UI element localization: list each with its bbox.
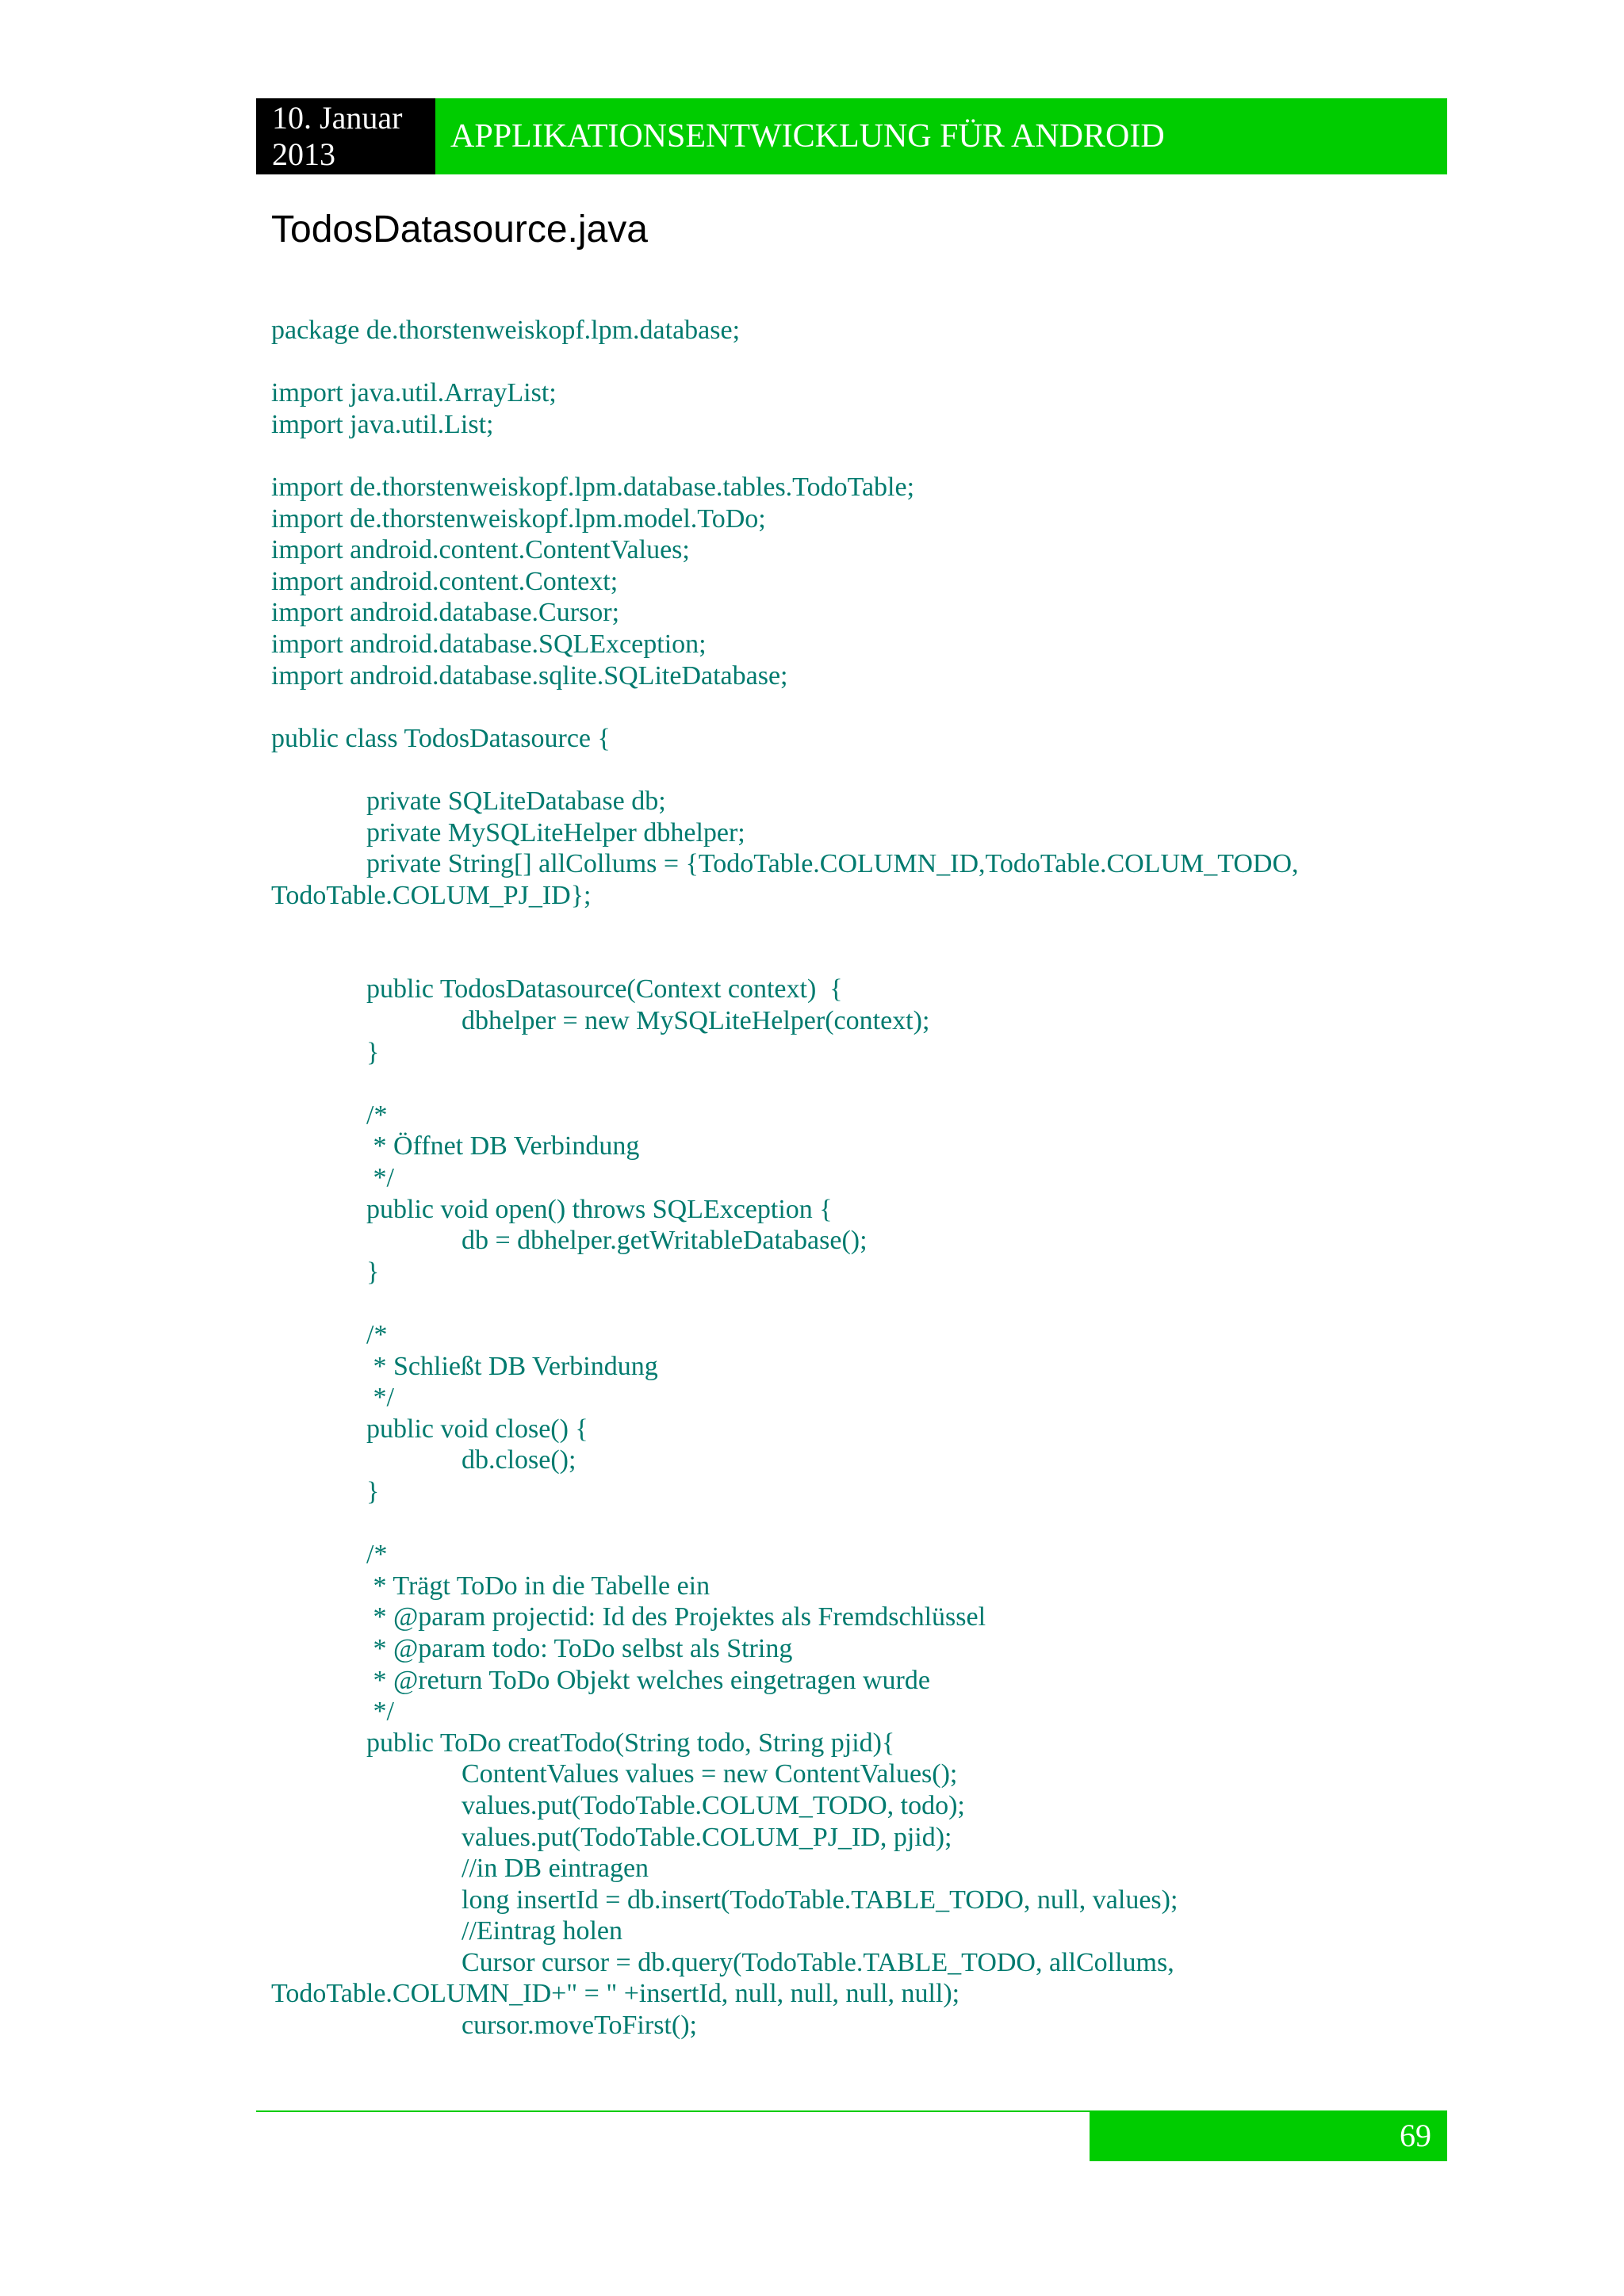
code-line: import android.database.SQLException; <box>271 629 707 659</box>
code-line: long insertId = db.insert(TodoTable.TABLE_TODO, null, values); <box>462 1885 1178 1915</box>
code-line: * @param projectid: Id des Projektes als Fremdschlüssel <box>366 1602 986 1632</box>
code-line: } <box>366 1257 380 1287</box>
footer-page-box <box>1090 2110 1447 2161</box>
code-line: * Öffnet DB Verbindung <box>366 1131 640 1161</box>
code-line: * Trägt ToDo in die Tabelle ein <box>366 1571 710 1601</box>
code-line: */ <box>366 1163 394 1193</box>
code-line: private String[] allCollums = {TodoTable.COLUMN_ID,TodoTable.COLUM_TODO, <box>366 849 1299 879</box>
code-line: /* <box>366 1100 388 1130</box>
document-title: TodosDatasource.java <box>271 209 648 251</box>
code-line <box>271 1288 1445 1319</box>
code-line: import de.thorstenweiskopf.lpm.database.tables.TodoTable; <box>271 472 915 502</box>
code-line: //Eintrag holen <box>462 1916 623 1946</box>
code-line: import android.database.sqlite.SQLiteDatabase; <box>271 660 788 691</box>
code-line: private SQLiteDatabase db; <box>366 786 666 816</box>
code-line: dbhelper = new MySQLiteHelper(context); <box>462 1006 930 1036</box>
code-line: import java.util.List; <box>271 409 494 439</box>
code-line: values.put(TodoTable.COLUM_TODO, todo); <box>462 1790 965 1820</box>
code-line: package de.thorstenweiskopf.lpm.database; <box>271 316 741 345</box>
code-listing <box>271 315 1445 2042</box>
header-date-line2: 2013 <box>272 136 335 172</box>
code-line: import android.content.Context; <box>271 566 619 596</box>
code-line: */ <box>366 1697 394 1727</box>
code-line <box>271 911 1445 943</box>
code-line: } <box>366 1476 380 1506</box>
code-line: //in DB eintragen <box>462 1854 649 1884</box>
code-line: } <box>366 1037 380 1067</box>
code-line: /* <box>366 1320 388 1349</box>
code-line: public TodosDatasource(Context context) { <box>366 974 843 1004</box>
code-line <box>271 1508 1445 1540</box>
code-line: ContentValues values = new ContentValues(); <box>462 1759 958 1789</box>
code-line: db = dbhelper.getWritableDatabase(); <box>462 1226 868 1256</box>
code-line <box>271 943 1445 974</box>
header-date-box <box>256 98 435 174</box>
code-line: /* <box>366 1540 388 1570</box>
code-line: values.put(TodoTable.COLUM_PJ_ID, pjid); <box>462 1822 952 1852</box>
code-line: * @param todo: ToDo selbst als String <box>366 1633 793 1663</box>
code-line: public void open() throws SQLException { <box>366 1194 833 1224</box>
code-line <box>271 440 1445 472</box>
page-number: 69 <box>1400 2118 1431 2153</box>
code-line: cursor.moveToFirst(); <box>462 2011 697 2041</box>
code-line: import android.content.ContentValues; <box>271 535 690 565</box>
header-title: APPLIKATIONSENTWICKLUNG FÜR ANDROID <box>450 118 1165 155</box>
code-line <box>271 754 1445 786</box>
code-line: public ToDo creatTodo(String todo, String pjid){ <box>366 1728 895 1758</box>
code-line: import de.thorstenweiskopf.lpm.model.ToDo; <box>271 503 766 534</box>
code-line: TodoTable.COLUMN_ID+" = " +insertId, null, null, null, null); <box>271 1979 960 2009</box>
code-line: public class TodosDatasource { <box>271 723 611 753</box>
code-line: Cursor cursor = db.query(TodoTable.TABLE_TODO, allCollums, <box>462 1947 1174 1977</box>
code-line: import android.database.Cursor; <box>271 598 620 628</box>
code-line: */ <box>366 1383 394 1413</box>
code-line: * Schließt DB Verbindung <box>366 1351 658 1381</box>
code-line: * @return ToDo Objekt welches eingetragen wurde <box>366 1665 930 1695</box>
code-line: public void close() { <box>366 1414 588 1444</box>
code-line: db.close(); <box>462 1445 576 1475</box>
code-line: TodoTable.COLUM_PJ_ID}; <box>271 880 592 910</box>
code-line: import java.util.ArrayList; <box>271 378 557 408</box>
header-title-band <box>435 98 1447 174</box>
code-line <box>271 346 1445 378</box>
code-line: private MySQLiteHelper dbhelper; <box>366 817 745 848</box>
code-line <box>271 1068 1445 1100</box>
header-date-line1: 10. Januar <box>272 100 403 136</box>
code-line <box>271 691 1445 723</box>
